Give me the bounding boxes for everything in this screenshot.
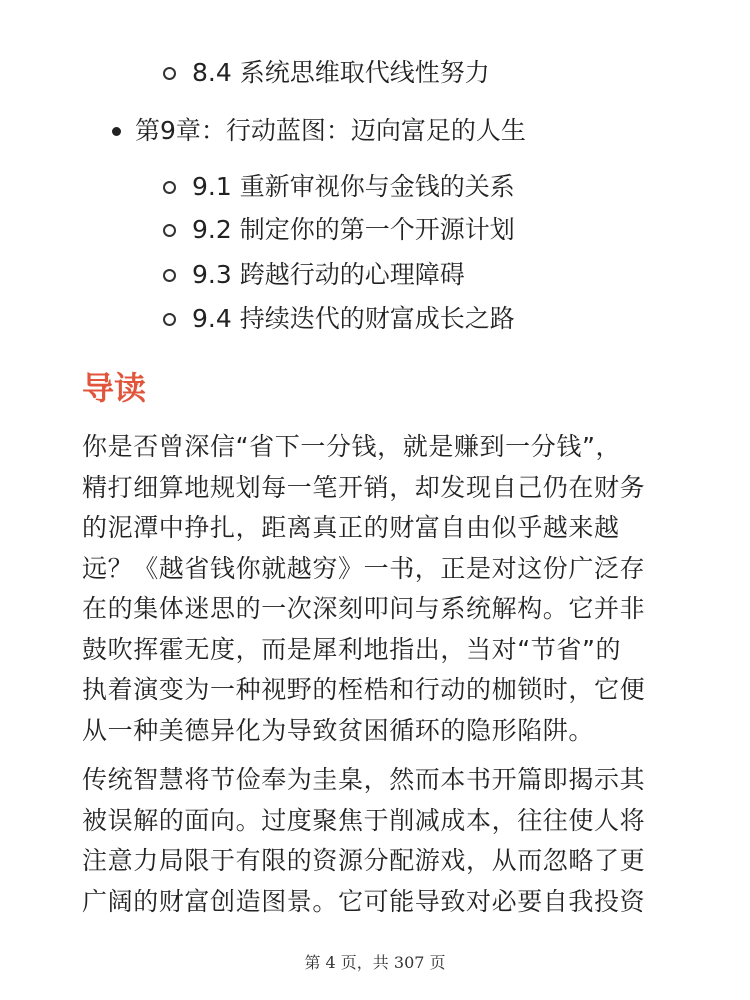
page-number: 第 4 页，共 307 页 [304, 953, 446, 972]
paragraph-line: 从一种美德异化为导致贫困循环的隐形陷阱。 [82, 715, 595, 745]
paragraph-line: 你是否曾深信“省下一分钱，就是赚到一分钱”， [82, 432, 622, 461]
toc-item-label: 9.1 重新审视你与金钱的关系 [192, 172, 515, 201]
toc-item-9-4 [163, 302, 515, 336]
paragraph-line: 注意力局限于有限的资源分配游戏，从而忽略了更 [82, 846, 646, 875]
hollow-bullet-icon [163, 269, 176, 282]
paragraph-line: 传统智慧将节俭奉为圭臬，然而本书开篇即揭示其 [82, 765, 646, 794]
toc-item-9-3 [163, 258, 465, 292]
toc-item-9-2 [163, 213, 515, 247]
toc-item-label: 8.4 系统思维取代线性努力 [192, 58, 490, 87]
toc-item-label: 9.4 持续迭代的财富成长之路 [192, 304, 515, 333]
filled-bullet-icon [112, 127, 121, 136]
intro-paragraph-2 [82, 760, 682, 922]
paragraph-line: 的泥潭中挣扎，距离真正的财富自由似乎越来越 [82, 513, 620, 542]
toc-item-label: 9.3 跨越行动的心理障碍 [192, 260, 465, 289]
paragraph-line: 远？《越省钱你就越穷》一书，正是对这份广泛存 [82, 553, 646, 583]
paragraph-line: 在的集体迷思的一次深刻叩问与系统解构。它并非 [82, 594, 646, 623]
hollow-bullet-icon [163, 313, 176, 326]
paragraph-line: 精打细算地规划每一笔开销，却发现自己仍在财务 [82, 472, 646, 502]
toc-item-label: 9.2 制定你的第一个开源计划 [192, 215, 515, 244]
section-heading: 导读 [82, 369, 147, 407]
intro-paragraph-1 [82, 427, 682, 751]
paragraph-line: 广阔的财富创造图景。它可能导致对必要自我投资 [82, 886, 646, 916]
toc-item-9-1 [163, 170, 515, 204]
toc-chapter-label: 第9章：行动蓝图：迈向富足的人生 [135, 116, 526, 145]
hollow-bullet-icon [163, 67, 176, 80]
hollow-bullet-icon [163, 224, 176, 237]
paragraph-line: 执着演变为一种视野的桎梏和行动的枷锁时，它便 [82, 675, 646, 704]
toc-item-8-4 [163, 56, 490, 90]
hollow-bullet-icon [163, 181, 176, 194]
paragraph-line: 鼓吹挥霍无度，而是犀利地指出，当对“节省”的 [82, 634, 622, 664]
toc-chapter-9 [112, 114, 526, 148]
paragraph-line: 被误解的面向。过度聚焦于削减成本，往往使人将 [82, 805, 646, 835]
